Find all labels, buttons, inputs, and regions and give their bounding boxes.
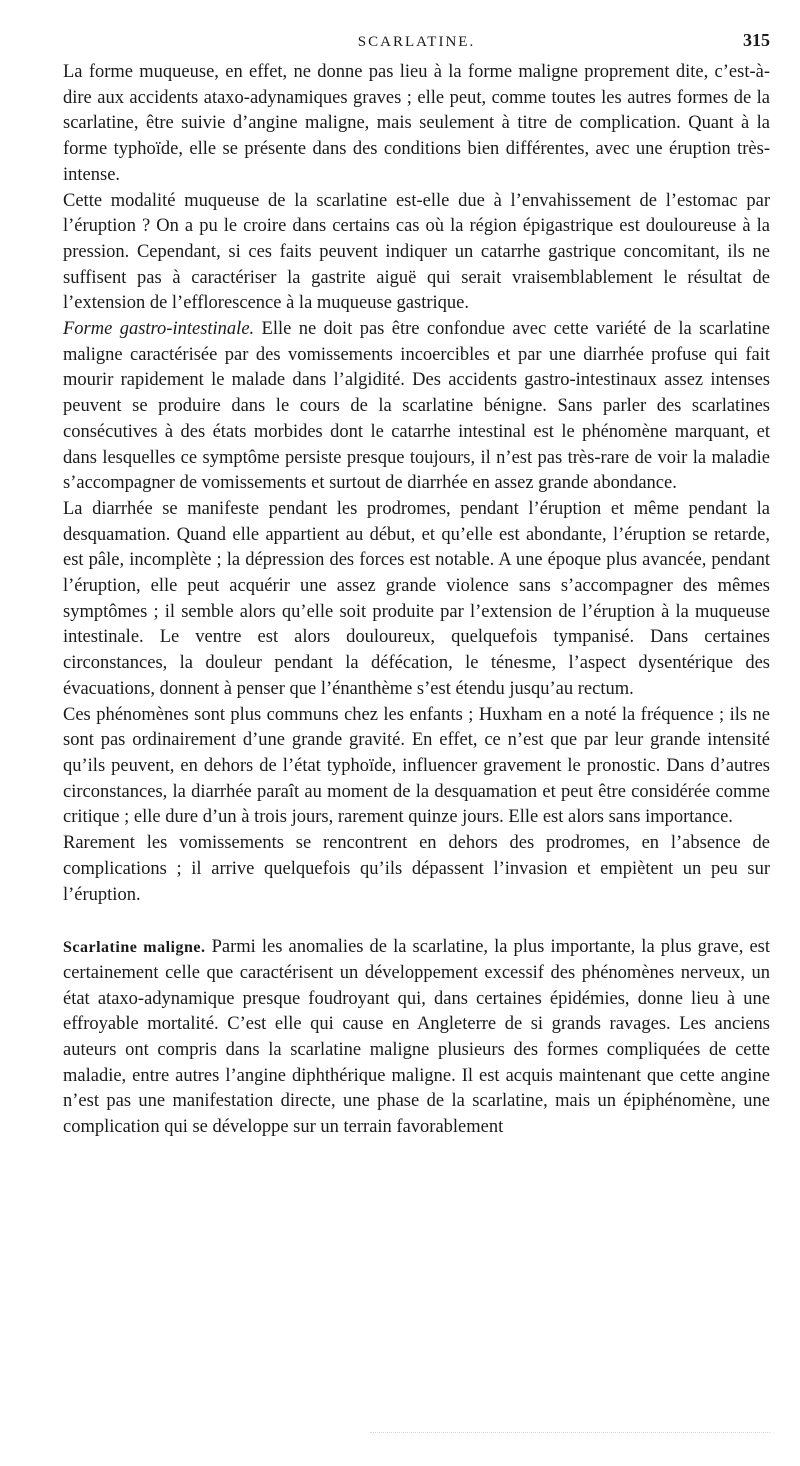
paragraph-text: Elle ne doit pas être confondue avec cette variété de la scarlatine maligne caractérisée par des vomissements incoercibles et par une diarrhée profuse qui fait mourir rapidement le malade dans l’algidité. Des accidents gastro-intestinaux assez intenses peuvent se produire dans le cours de la scarlatine bénigne. Sans parler des scarlatines consécutives à des états morbides dont le catarrhe intestinal est le phénomène marquant, et dans lesquelles ce symptôme persiste presque toujours, il n’est pas très-rare de voir la maladie s’accompagner de vomissements et surtout de diarrhée en assez grande abondance. — [63, 319, 771, 494]
section-heading-gastro-intestinale: Forme gastro-intestinale. — [63, 319, 255, 340]
paragraph-6 — [63, 831, 770, 908]
paragraph-text: La diarrhée se manifeste pendant les prodromes, pendant l’éruption et même pendant la desquamation. Quand elle appartient au début, et qu’elle est abondante, l’éruption se retarde, est pâle, incomplète ; la dépression des forces est notable. A une époque plus avancée, pendant l’éruption, elle peut acquérir une assez grande violence sans s’accompagner des mêmes symptômes ; il semble alors qu’elle soit produite par l’extension de l’éruption à la muqueuse intestinale. Le ventre est alors douloureux, quelquefois tympanisé. Dans certaines circonstances, la douleur pendant la défécation, le ténesme, l’aspect dysentérique des évacuations, donnent à penser que l’énanthème s’est étendu jusqu’au rectum. — [63, 498, 770, 699]
running-header — [63, 30, 770, 60]
paragraph-text: Parmi les anomalies de la scarlatine, la plus importante, la plus grave, est certainement celle que caractérisent un développement excessif des phénomènes nerveux, un état ataxo-adynamique presque foudroyant qui, dans certaines épidémies, donne lieu à une effroyable mortalité. C’est elle qui cause en Angleterre de si grands ravages. Les anciens auteurs ont compris dans la scarlatine maligne plusieurs des formes compliquées de cette maladie, entre autres l’angine diphthérique maligne. Il est acquis maintenant que cette angine n’est pas une manifestation directe, une phase de la scarlatine, mais un épiphénomène, une complication qui se développe sur un terrain favorablement — [63, 937, 770, 1138]
section-heading-scarlatine-maligne: Scarlatine maligne. — [63, 939, 206, 957]
paragraph-text: Ces phénomènes sont plus communs chez les enfants ; Huxham en a noté la fréquence ; ils ne sont pas ordinairement d’une grande gravité. En effet, ce n’est que par leur grande intensité qu’ils peuvent, en dehors de l’état typhoïde, influencer gravement le pronostic. Dans d’autres circonstances, la diarrhée paraît au moment de la desquamation et peut être considérée comme critique ; elle dure d’un à trois jours, rarement quinze jours. Elle est alors sans importance. — [63, 704, 770, 828]
paragraph-1 — [63, 60, 770, 189]
paragraph-5 — [63, 703, 770, 832]
paragraph-2 — [63, 189, 770, 318]
paragraph-text: Cette modalité muqueuse de la scarlatine est-elle due à l’envahissement de l’estomac par l’éruption ? On a pu le croire dans certains cas où la région épigastrique est douloureuse à la pression. Cependant, si ces faits peuvent indiquer un catarrhe gastrique concomitant, ils ne suffisent pas à caractériser la gastrite aiguë qui serait vraisemblablement le résultat de l’extension de l’efflorescence à la muqueuse gastrique. — [63, 190, 770, 314]
page — [63, 30, 770, 1141]
running-title: SCARLATINE. — [357, 34, 476, 50]
paragraph-7-scarlatine-maligne — [63, 935, 770, 1141]
section-gap — [63, 908, 770, 935]
footer-scan-artifact — [370, 1432, 770, 1437]
paragraph-3-gastro-intestinale — [63, 317, 770, 497]
paragraph-text: Rarement les vomissements se rencontrent en dehors des prodromes, en l’absence de complications ; il arrive quelquefois qu’ils dépassent l’invasion et empiètent un peu sur l’éruption. — [63, 833, 770, 905]
paragraph-text: La forme muqueuse, en effet, ne donne pas lieu à la forme maligne proprement dite, c’est-à-dire aux accidents ataxo-adynamiques graves ; elle peut, comme toutes les autres formes de la scarlatine, être suivie d’angine maligne, mais seulement à titre de complication. Quant à la forme typhoïde, elle se présente dans des conditions bien différentes, avec une éruption très-intense. — [63, 62, 770, 185]
page-number: 315 — [743, 30, 770, 50]
paragraph-4 — [63, 497, 770, 703]
